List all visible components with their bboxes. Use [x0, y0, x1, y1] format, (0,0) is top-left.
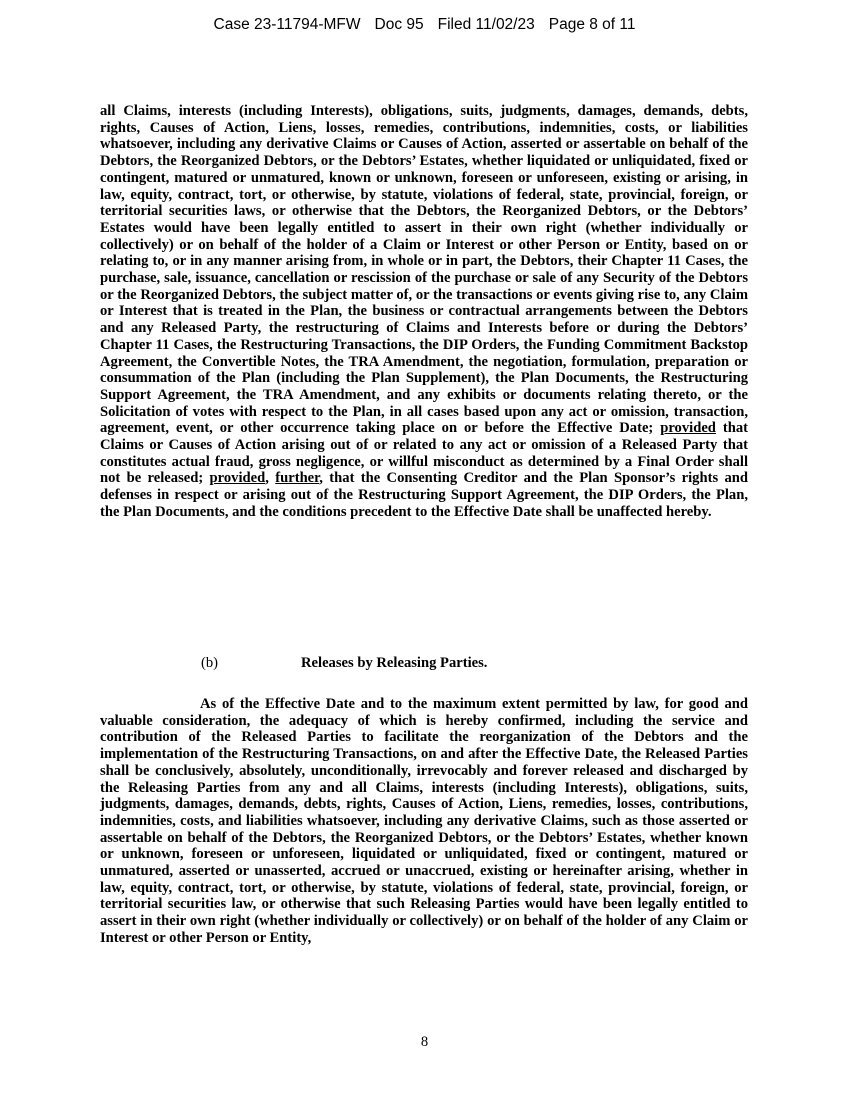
doc-number: Doc 95 — [374, 16, 424, 33]
page-indicator: Page 8 of 11 — [548, 16, 636, 33]
section-title: Releases by Releasing Parties. — [301, 655, 488, 671]
paragraph-text-b: that Claims or Causes of Action arising out of or related to any act or omission of a Released Party that constitutes actual fraud, gross negligence, or willful misconduct as determined by a Final Order shall not be released; — [100, 420, 748, 487]
case-number: Case 23-11794-MFW — [213, 16, 361, 33]
provided-term: provided — [660, 420, 716, 437]
paragraph-text-a: all Claims, interests (including Interests), obligations, suits, judgments, damages, demands, debts, rights, Causes of Action, Liens, losses, remedies, contributions, indemnities, costs, or liabilities whatsoever, including any derivative Claims or Causes of Action, asserted or assertable on behalf of the Debtors, the Reorganized Debtors, or the Debtors’ Estates, whether liquidated or unliquidated, fixed or contingent, matured or unmatured, known or unknown, foreseen or unforeseen, existing or arising, in law, equity, contract, tort, or otherwise, by statute, violations of federal, state, provincial, foreign, or territorial securities laws, or otherwise that the Debtors, the Reorganized Debtors, or the Debtors’ Estates would have been legally entitled to assert in their own right (whether individually or collectively) or on behalf of the holder of a Claim or Interest or other Person or Entity, based on or relating to, or in any manner arising from, in whole or in part, the Debtors, their Chapter 11 Cases, the purchase, sale, issuance, cancellation or rescission of the purchase or sale of any Security of the Debtors or the Reorganized Debtors, the subject matter of, or the transactions or events giving rise to, any Claim or Interest that is treated in the Plan, the business or contractual arrangements between the Debtors and any Released Party, the restructuring of Claims and Interests before or during the Debtors’ Chapter 11 Cases, the Restructuring Transactions, the DIP Orders, the Funding Commitment Backstop Agreement, the Convertible Notes, the TRA Amendment, the negotiation, formulation, preparation or consummation of the Plan (including the Plan Supplement), the Plan Documents, the Restructuring Support Agreement, the TRA Amendment, and any exhibits or documents relating thereto, or the Solicitation of votes with respect to the Plan, in all cases based upon any act or omission, transaction, agreement, event, or other occurrence taking place on or before the Effective Date; — [100, 103, 748, 437]
section-label: (b) — [201, 655, 219, 671]
paragraph-releases-by-releasing-parties: As of the Effective Date and to the maximum extent permitted by law, for good and valuable consideration, the adequacy of which is hereby confirmed, including the service and contribution of the Released Parties to facilitate the reorganization of the Debtors and the implementation of the Restructuring Transactions, on and after the Effective Date, the Released Parties shall be conclusively, absolutely, unconditionally, irrevocably and forever released and discharged by the Releasing Parties from any and all Claims, interests (including Interests), obligations, suits, judgments, damages, demands, debts, rights, Causes of Action, Liens, remedies, losses, contributions, indemnities, costs, and liabilities whatsoever, including any derivative Claims, such as those asserted or assertable on behalf of the Debtors, the Reorganized Debtors, or the Debtors’ Estates, whether known or unknown, foreseen or unforeseen, liquidated or unliquidated, fixed or contingent, matured or unmatured, asserted or unasserted, accrued or unaccrued, existing or hereinafter arising, whether in law, equity, contract, tort, or otherwise, by statute, violations of federal, state, provincial, foreign, or territorial securities law, or otherwise that such Releasing Parties would have been legally entitled to assert in their own right (whether individually or collectively) or on behalf of the holder of any Claim or Interest or other Person or Entity, — [100, 696, 748, 946]
further-term: further — [275, 470, 320, 487]
paragraph-release-continuation: all Claims, interests (including Interests), obligations, suits, judgments, damages, demands, debts, rights, Causes of Action, Liens, losses, remedies, contributions, indemnities, costs, or liabilities whatsoever, including any derivative Claims or Causes of Action, asserted or assertable on behalf of the Debtors, the Reorganized Debtors, or the Debtors’ Estates, whether liquidated or unliquidated, fixed or contingent, matured or unmatured, known or unknown, foreseen or unforeseen, existing or arising, in law, equity, contract, tort, or otherwise, by statute, violations of federal, state, provincial, foreign, or territorial securities laws, or otherwise that the Debtors, the Reorganized Debtors, or the Debtors’ Estates would have been legally entitled to assert in their own right (whether individually or collectively) or on behalf of the holder of a Claim or Interest or other Person or Entity, based on or relating to, or in any manner arising from, in whole or in part, the Debtors, their Chapter 11 Cases, the purchase, sale, issuance, cancellation or rescission of the purchase or sale of any Security of the Debtors or the Reorganized Debtors, the subject matter of, or the transactions or events giving rise to, any Claim or Interest that is treated in the Plan, the business or contractual arrangements between the Debtors and any Released Party, the restructuring of Claims and Interests before or during the Debtors’ Chapter 11 Cases, the Restructuring Transactions, the DIP Orders, the Funding Commitment Backstop Agreement, the Convertible Notes, the TRA Amendment, the negotiation, formulation, preparation or consummation of the Plan (including the Plan Supplement), the Plan Documents, the Restructuring Support Agreement, the TRA Amendment, and any exhibits or documents relating thereto, or the Solicitation of votes with respect to the Plan, in all cases based upon any act or omission, transaction, agreement, event, or other occurrence taking place on or before the Effective Date; provided that Claims or Causes of Action arising out of or related to any act or omission of a Released Party that constitutes actual fraud, gross negligence, or willful misconduct as determined by a Final Order shall not be released; provided, further, that the Consenting Creditor and the Plan Sponsor’s rights and defenses in respect or arising out of the Restructuring Support Agreement, the DIP Orders, the Plan, the Plan Documents, and the conditions precedent to the Effective Date shall be unaffected hereby. — [100, 103, 749, 520]
paragraph-text-c: that the Consenting Creditor and the Plan Sponsor’s rights and defenses in respect or arising out of the Restructuring Support Agreement, the DIP Orders, the Plan, the Plan Documents, and the conditions precedent to the Effective Date shall be unaffected hereby. — [100, 470, 749, 520]
filed-date: Filed 11/02/23 — [437, 16, 535, 33]
provided-term-2: provided — [209, 470, 266, 487]
case-header — [0, 15, 849, 35]
page-number: 8 — [420, 1034, 429, 1050]
